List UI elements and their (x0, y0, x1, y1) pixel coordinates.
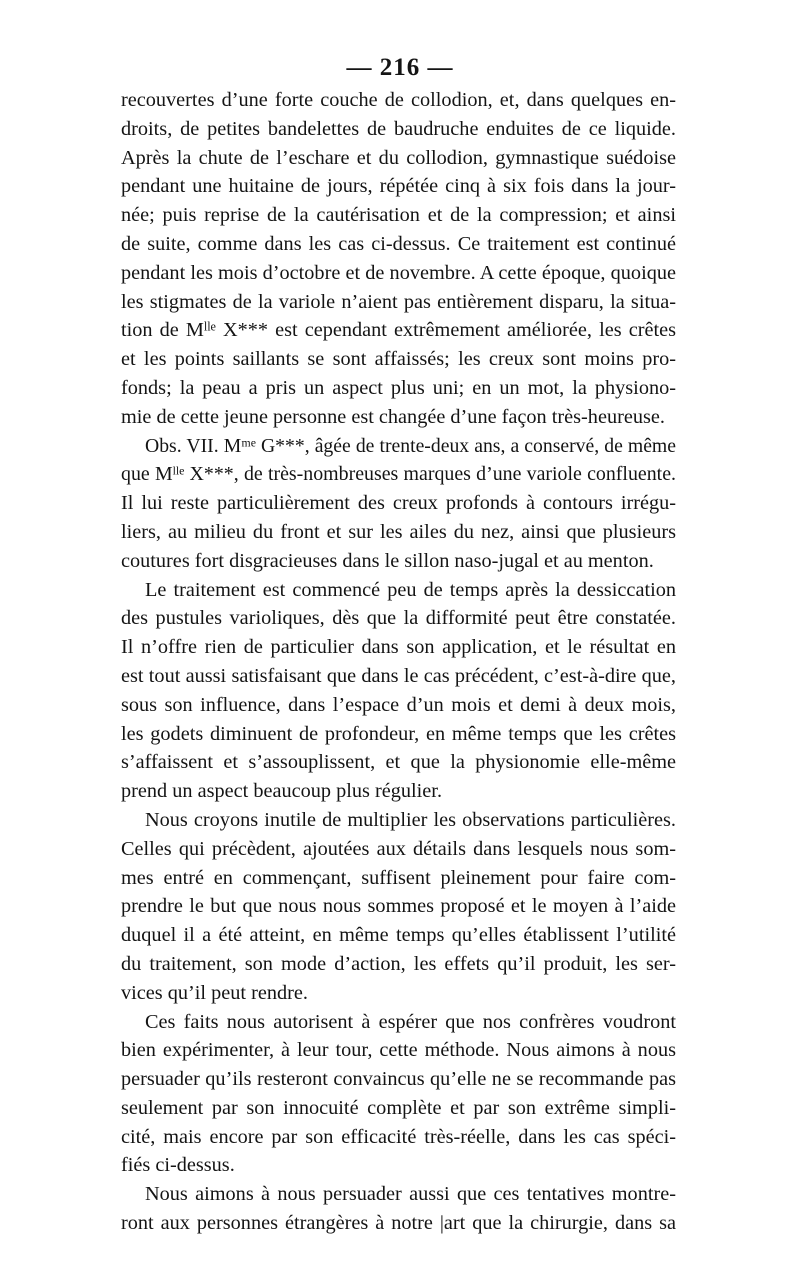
text-line: Il n’offre rien de particulier dans son application, et le résultat en (121, 636, 676, 659)
text-line: de suite, comme dans les cas ci-dessus. Ce traitement est continué (121, 232, 676, 255)
text-line: recouvertes d’une forte couche de collodion, et, dans quelques en- (121, 89, 676, 111)
text-line: du traitement, son mode d’action, les effets qu’il produit, les ser- (121, 952, 676, 975)
text-line: Celles qui précèdent, ajoutées aux détails dans lesquels nous som- (121, 837, 676, 860)
text-line: fonds; la peau a pris un aspect plus uni; en un mot, la physiono- (121, 376, 676, 399)
text-line: duquel il a été atteint, en même temps qu’elles établissent l’utilité (121, 924, 676, 947)
text-line: née; puis reprise de la cautérisation et de la compression; et ainsi (121, 204, 676, 227)
text-line: Le traitement est commencé peu de temps après la dessiccation (145, 578, 676, 601)
text-line: les stigmates de la variole n’aient pas entièrement disparu, la situa- (121, 290, 676, 313)
text-line: prend un aspect beaucoup plus régulier. (121, 780, 443, 803)
text-line: Nous croyons inutile de multiplier les observations particulières. (145, 808, 676, 831)
text-line: Nous aimons à nous persuader aussi que ces tentatives montre- (145, 1183, 676, 1206)
text-line: pendant une huitaine de jours, répétée cinq à six fois dans la jour- (121, 175, 676, 198)
text-line: liers, au milieu du front et sur les ailes du nez, ainsi que plusieurs (121, 520, 676, 543)
text-line: Après la chute de l’eschare et du collodion, gymnastique suédoise (121, 146, 676, 169)
text-line: que Mˡˡᵉ X***, de très-nombreuses marques d’une variole confluente. (121, 463, 676, 486)
text-line: bien expérimenter, à leur tour, cette méthode. Nous aimons à nous (121, 1039, 676, 1062)
body-text (121, 86, 676, 1238)
text-line: sous son influence, dans l’espace d’un mois et demi à deux mois, (121, 693, 676, 716)
text-line: Obs. VII. Mᵐᵉ G***, âgée de trente-deux ans, a conservé, de même (145, 434, 676, 457)
text-line: et les points saillants se sont affaissés; les creux sont moins pro- (121, 348, 676, 371)
text-line: Il lui reste particulièrement des creux profonds à contours irrégu- (121, 492, 676, 515)
text-line: fiés ci-dessus. (121, 1154, 235, 1177)
text-line: ront aux personnes étrangères à notre |art que la chirurgie, dans sa (121, 1212, 676, 1235)
text-line: est tout aussi satisfaisant que dans le cas précédent, c’est-à-dire que, (121, 664, 676, 687)
text-line: mes entré en commençant, suffisent pleinement pour faire com- (121, 866, 676, 889)
text-line: droits, de petites bandelettes de baudruche enduites de ce liquide. (121, 117, 676, 140)
text-line: persuader qu’ils resteront convaincus qu’elle ne se recommande pas (121, 1068, 676, 1091)
text-line: des pustules varioliques, dès que la difformité peut être constatée. (121, 607, 676, 630)
text-line: pendant les mois d’octobre et de novembre. A cette époque, quoique (121, 261, 676, 284)
text-line: tion de Mˡˡᵉ X*** est cependant extrêmement améliorée, les crêtes (121, 319, 676, 342)
text-line: s’affaissent et s’assouplissent, et que la physionomie elle-même (121, 751, 676, 774)
text-line: vices qu’il peut rendre. (121, 981, 308, 1004)
text-line: mie de cette jeune personne est changée d’une façon très-heureuse. (121, 405, 665, 428)
text-line: seulement par son innocuité complète et par son extrême simpli- (121, 1096, 676, 1119)
text-line: les godets diminuent de profondeur, en même temps que les crêtes (121, 722, 676, 745)
page-number: — 216 — (346, 54, 454, 81)
text-line: coutures fort disgracieuses dans le sillon naso-jugal et au menton. (121, 549, 654, 572)
text-line: prendre le but que nous nous sommes proposé et le moyen à l’aide (121, 895, 676, 918)
text-line: Ces faits nous autorisent à espérer que nos confrères voudront (145, 1010, 676, 1033)
text-line: cité, mais encore par son efficacité très-réelle, dans les cas spéci- (121, 1125, 676, 1148)
